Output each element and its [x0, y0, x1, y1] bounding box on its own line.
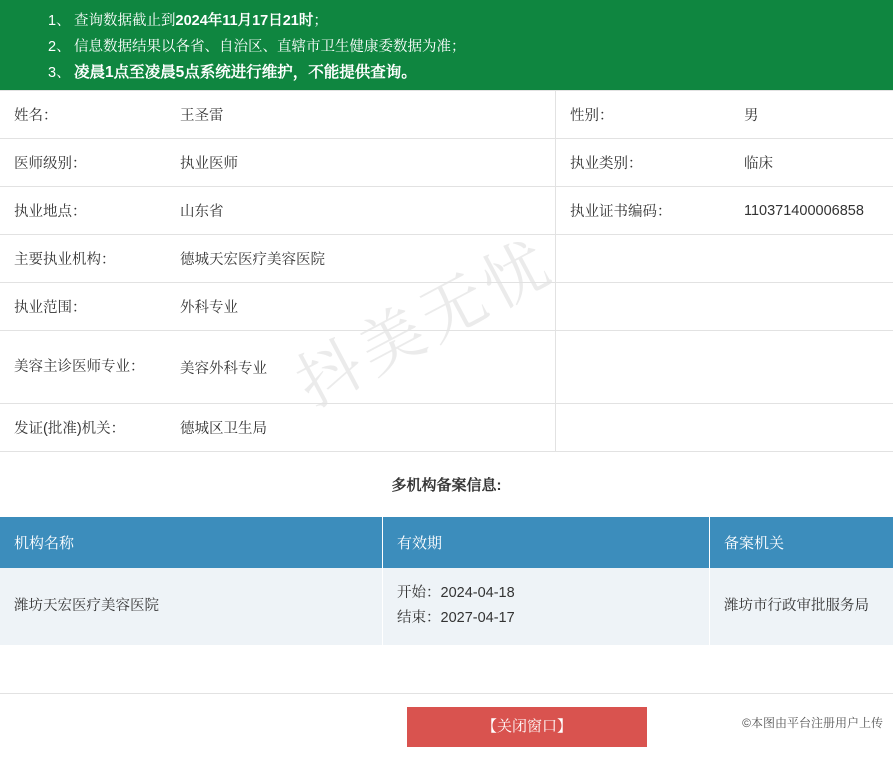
field-value: 临床: [730, 139, 893, 187]
table-header-row: [0, 517, 893, 568]
table-body: [0, 568, 893, 645]
close-window-button[interactable]: 【关闭窗口】: [407, 707, 647, 747]
table-row: [0, 283, 893, 331]
notice-text-bold: 2024年11月17日21时: [175, 13, 314, 29]
cell-record-authority: 潍坊市行政审批服务局: [710, 568, 893, 645]
field-value: 德城天宏医疗美容医院: [166, 235, 556, 283]
upload-attribution-note: ©本图由平台注册用户上传: [742, 716, 883, 730]
field-value: [730, 283, 893, 331]
field-value: 德城区卫生局: [166, 404, 556, 452]
table-head: [0, 517, 893, 568]
bottom-spacer: [0, 645, 893, 693]
field-value: 山东省: [166, 187, 556, 235]
field-label: [556, 404, 731, 452]
notice-text-suffix: ；: [313, 13, 328, 29]
field-value: 外科专业: [166, 283, 556, 331]
field-label: 性别：: [556, 91, 731, 139]
table-row: [0, 331, 893, 404]
notice-text-suffix: 系统进行维护，不能提供查询。: [199, 64, 417, 81]
notice-text: [74, 60, 893, 86]
notice-text-prefix: 查询数据截止到: [74, 13, 176, 29]
notice-line-1: [0, 8, 893, 34]
notice-line-3: [0, 60, 893, 86]
field-label: 执业范围：: [0, 283, 166, 331]
field-value: 王圣雷: [166, 91, 556, 139]
column-header-valid-period: 有效期: [383, 517, 710, 568]
table-row: [0, 91, 893, 139]
doctor-info-table: [0, 90, 893, 452]
column-header-record-authority: 备案机关: [710, 517, 893, 568]
table-row: [0, 235, 893, 283]
table-row: [0, 187, 893, 235]
field-value: [730, 331, 893, 404]
field-label: 执业类别：: [556, 139, 731, 187]
cell-org-name: 潍坊天宏医疗美容医院: [0, 568, 383, 645]
valid-start-label: 开始：: [397, 585, 441, 601]
field-value: [730, 404, 893, 452]
field-label: 主要执业机构：: [0, 235, 166, 283]
field-label: 执业地点：: [0, 187, 166, 235]
field-value: 美容外科专业: [166, 331, 556, 404]
table-row: [0, 568, 893, 645]
field-value: 110371400006858: [730, 187, 893, 235]
field-label: 姓名：: [0, 91, 166, 139]
valid-end-value: 2027-04-17: [440, 610, 515, 626]
field-label: [556, 235, 731, 283]
notice-text-bold: 凌晨1点至凌晨5点: [74, 64, 200, 81]
field-value: 男: [730, 91, 893, 139]
field-value: [730, 235, 893, 283]
field-label: 美容主诊医师专业：: [0, 331, 166, 404]
field-label: [556, 331, 731, 404]
field-label: 执业证书编码：: [556, 187, 731, 235]
field-label: [556, 283, 731, 331]
field-label: 医师级别：: [0, 139, 166, 187]
cell-valid-period: [383, 568, 710, 645]
field-value: 执业医师: [166, 139, 556, 187]
notice-text: [74, 8, 893, 34]
multi-org-records-table: [0, 517, 893, 645]
table-row: [0, 404, 893, 452]
valid-start-line: [397, 581, 709, 606]
notice-number: 2、: [48, 39, 71, 55]
valid-end-line: [397, 606, 709, 631]
field-label: 发证(批准)机关：: [0, 404, 166, 452]
multi-org-records-heading: 多机构备案信息:: [0, 452, 893, 517]
valid-end-label: 结束：: [397, 610, 441, 626]
watermark: 抖美无忧: [284, 225, 567, 423]
notice-line-2: [0, 34, 893, 60]
notice-text: 信息数据结果以各省、自治区、直辖市卫生健康委数据为准；: [74, 39, 466, 55]
notice-banner: [0, 0, 893, 90]
notice-number: 1、: [48, 13, 71, 29]
valid-start-value: 2024-04-18: [440, 585, 515, 601]
table-row: [0, 139, 893, 187]
notice-number: 3、: [48, 65, 71, 81]
column-header-org-name: 机构名称: [0, 517, 383, 568]
footer-bar: [0, 694, 893, 743]
